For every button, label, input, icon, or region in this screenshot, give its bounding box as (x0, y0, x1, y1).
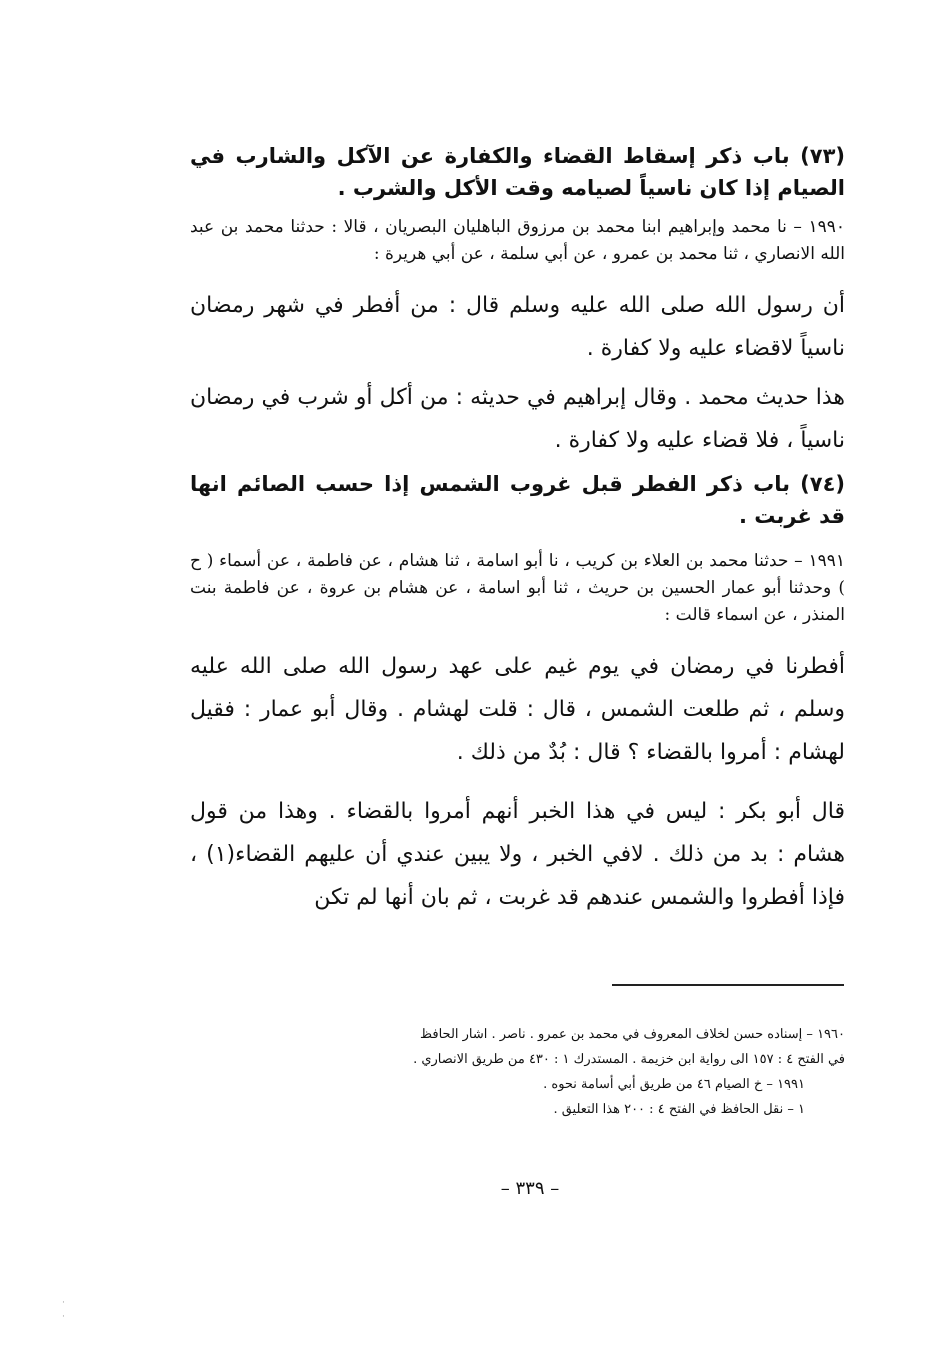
chapter-74-heading: (٧٤) باب ذكر الفطر قبل غروب الشمس إذا حسب الصائم انها قد غربت . (190, 472, 845, 528)
hadith-1990-comment: هذا حديث محمد . وقال إبراهيم في حديثه : من أكل أو شرب في رمضان ناسياً ، فلا قضاء عليه ولا كفارة . (190, 385, 845, 453)
hadith-1991-isnad: ١٩٩١ – حدثنا محمد بن العلاء بن كريب ، نا أبو اسامة ، ثنا هشام ، عن فاطمة ، عن أسماء ( ح ) وحدثنا أبو عمار الحسين بن حريث ، ثنا أبو اسامة ، عن هشام بن عروة ، عن فاطمة بنت المنذر ، عن اسماء قالت : (190, 551, 845, 625)
page-number: – ٣٣٩ – (500, 1178, 560, 1199)
chapter-73-heading: (٧٣) باب ذكر إسقاط القضاء والكفارة عن الآكل والشارب في الصيام إذا كان ناسياً لصيامه وقت الأكل والشرب . (190, 144, 845, 200)
footnotes (190, 1022, 845, 1122)
footnote-line: ١ – نقل الحافظ في الفتح ٤ : ٢٠٠ هذا التعليق . (553, 1102, 805, 1117)
hadith-1990-matn: أن رسول الله صلى الله عليه وسلم قال : من أفطر في شهر رمضان ناسياً لاقضاء عليه ولا كفارة . (190, 293, 845, 361)
hadith-1991-comment: قال أبو بكر : ليس في هذا الخبر أنهم أمروا بالقضاء . وهذا من قول هشام : بد من ذلك . لافي الخبر ، ولا يبين عندي أن عليهم القضاء(١) ، فإذا أفطروا والشمس عندهم قد غربت ، ثم بان أنها لم تكن (190, 799, 845, 910)
footnote-line: ١٩٦٠ – إسناده حسن لخلاف المعروف في محمد بن عمرو . ناصر . اشار الحافظ (420, 1027, 845, 1042)
page-body (190, 140, 845, 919)
scan-speck: · (62, 1312, 65, 1322)
footnote-line: في الفتح ٤ : ١٥٧ الى رواية ابن خزيمة . المستدرك ١ : ٤٣٠ من طريق الانصاري . (413, 1052, 845, 1067)
scan-speck: · (62, 1298, 65, 1308)
hadith-1990-isnad: ١٩٩٠ – نا محمد وإبراهيم ابنا محمد بن مرزوق الباهليان البصريان ، قالا : حدثنا محمد بن عبد الله الانصاري ، ثنا محمد بن عمرو ، عن أبي سلمة ، عن أبي هريرة : (190, 217, 845, 264)
footnote-divider (612, 984, 844, 986)
hadith-1991-matn: أفطرنا في رمضان في يوم غيم على عهد رسول الله صلى الله عليه وسلم ، ثم طلعت الشمس ، قال : قلت لهشام . وقال أبو عمار : فقيل لهشام : أمروا بالقضاء ؟ قال : بُدٌ من ذلك . (190, 654, 845, 765)
footnote-line: ١٩٩١ – خ الصيام ٤٦ من طريق أبي أسامة نحوه . (543, 1077, 805, 1092)
